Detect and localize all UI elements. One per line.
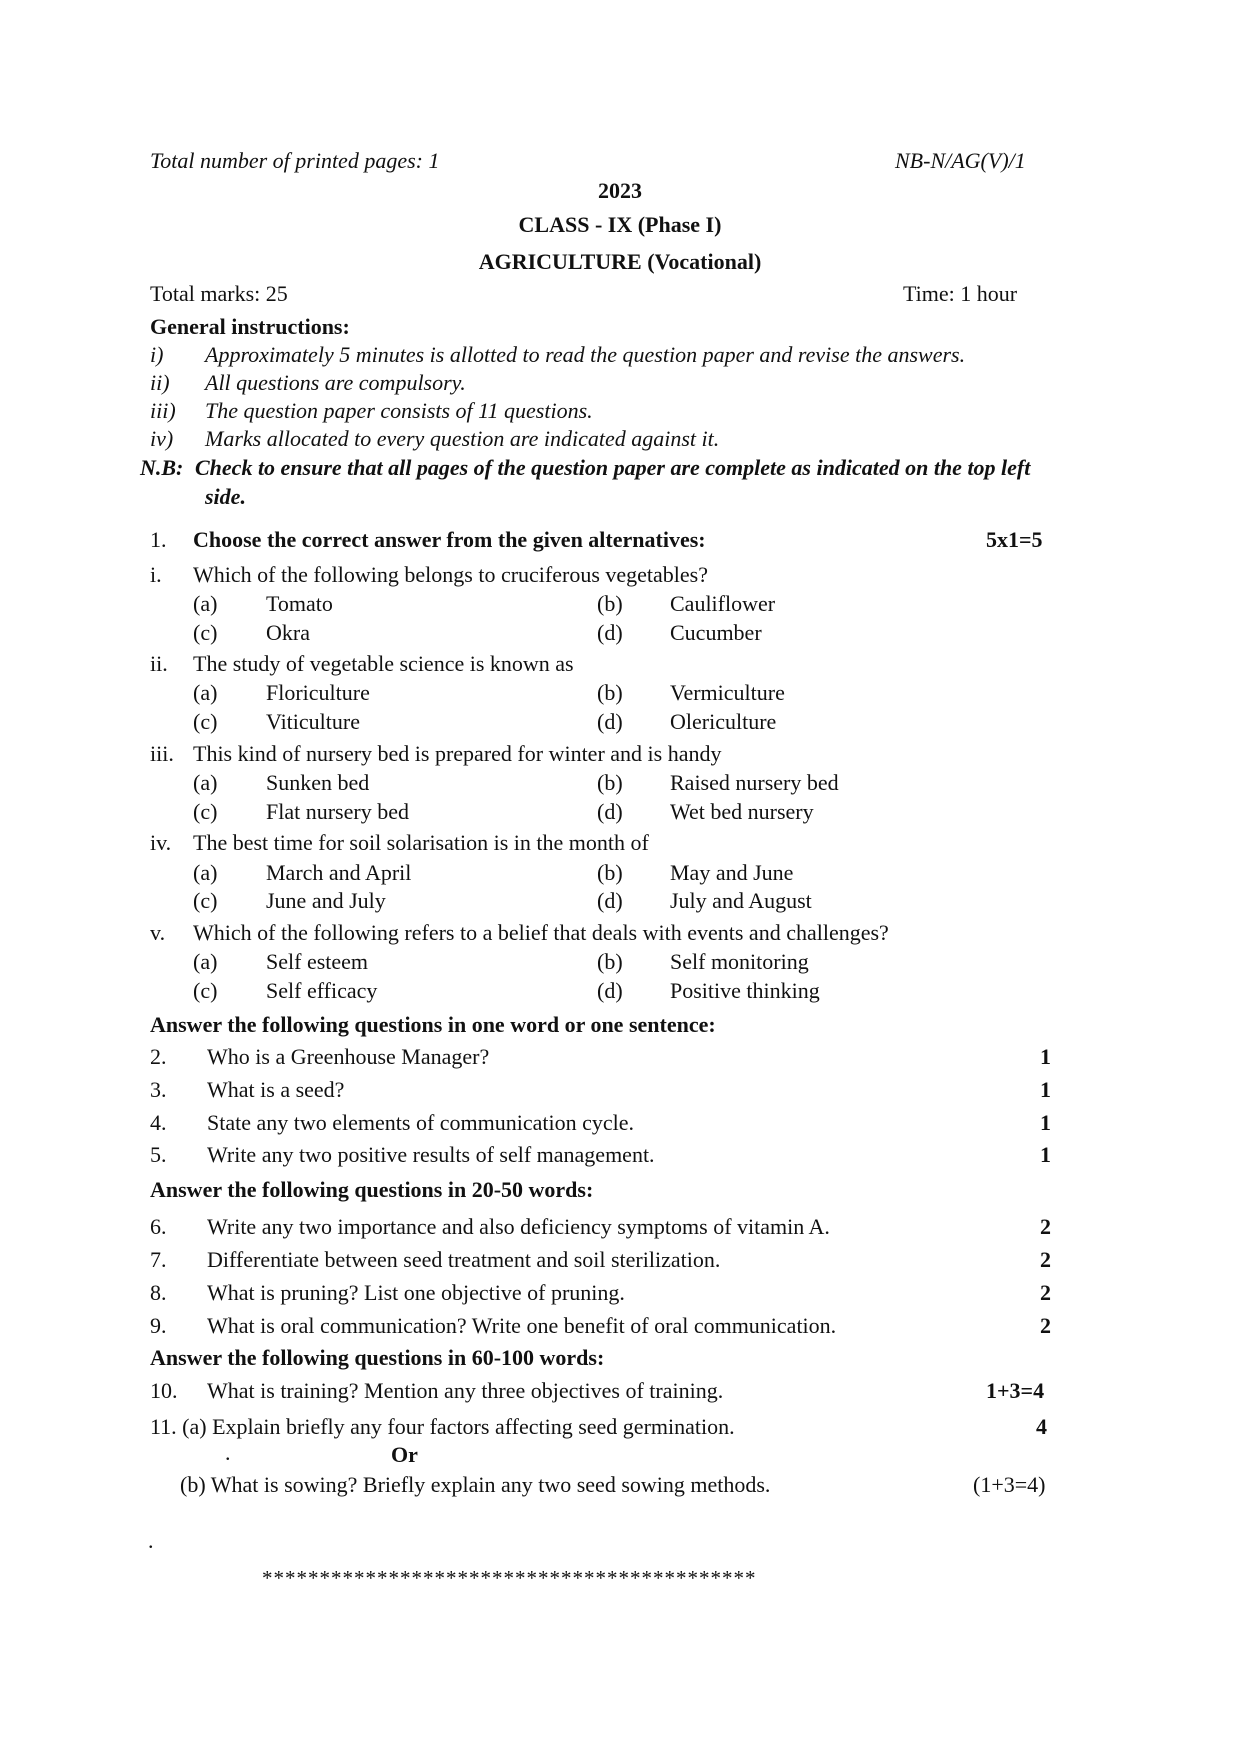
- instruction-number: iv): [150, 426, 174, 451]
- question-number: 10.: [150, 1378, 178, 1403]
- option-text: June and July: [266, 888, 386, 913]
- option-text: Wet bed nursery: [670, 799, 814, 824]
- exam-year: 2023: [598, 178, 642, 203]
- option-text: Self efficacy: [266, 978, 378, 1003]
- question-marks: (1+3=4): [973, 1472, 1046, 1497]
- instruction-number: i): [150, 342, 164, 367]
- option-text: Cauliflower: [670, 591, 776, 616]
- option-text: Cucumber: [670, 620, 762, 645]
- option-letter: (d): [597, 799, 623, 824]
- question-marks: 4: [1036, 1414, 1047, 1439]
- option-text: Raised nursery bed: [670, 770, 839, 795]
- question-text: 11. (a) Explain briefly any four factors affecting seed germination.: [150, 1414, 735, 1439]
- section-a-heading: Choose the correct answer from the given alternatives:: [193, 527, 706, 552]
- paper-code: NB-N/AG(V)/1: [895, 148, 1026, 173]
- option-letter: (b): [597, 949, 623, 974]
- question-number: 5.: [150, 1142, 167, 1167]
- question-number: 8.: [150, 1280, 167, 1305]
- question-text: Write any two positive results of self management.: [207, 1142, 655, 1167]
- sub-question-text: This kind of nursery bed is prepared for winter and is handy: [193, 741, 722, 766]
- section-b-heading: Answer the following questions in one word or one sentence:: [150, 1012, 716, 1037]
- question-number: 7.: [150, 1247, 167, 1272]
- nb-label: N.B:: [140, 455, 184, 480]
- question-text: Differentiate between seed treatment and soil sterilization.: [207, 1247, 721, 1272]
- section-d-heading: Answer the following questions in 60-100 words:: [150, 1345, 605, 1370]
- question-marks: 1: [1040, 1110, 1051, 1135]
- question-number: 3.: [150, 1077, 167, 1102]
- question-text: What is oral communication? Write one benefit of oral communication.: [207, 1313, 837, 1338]
- option-text: March and April: [266, 860, 412, 885]
- sub-question-number: v.: [150, 920, 166, 945]
- option-text: Floriculture: [266, 680, 370, 705]
- question-text: Who is a Greenhouse Manager?: [207, 1044, 490, 1069]
- sub-question-text: The best time for soil solarisation is in the month of: [193, 830, 649, 855]
- option-text: Sunken bed: [266, 770, 370, 795]
- sub-question-text: The study of vegetable science is known as: [193, 651, 574, 676]
- section-c-heading: Answer the following questions in 20-50 words:: [150, 1177, 594, 1202]
- stray-dot: .: [148, 1528, 154, 1553]
- question-text: What is training? Mention any three objectives of training.: [207, 1378, 724, 1403]
- option-letter: (c): [193, 620, 218, 645]
- option-text: Self monitoring: [670, 949, 809, 974]
- option-text: Viticulture: [266, 709, 360, 734]
- question-number: 2.: [150, 1044, 167, 1069]
- question-text: (b) What is sowing? Briefly explain any two seed sowing methods.: [180, 1472, 771, 1497]
- option-letter: (a): [193, 591, 218, 616]
- instruction-text: The question paper consists of 11 questions.: [205, 398, 593, 423]
- option-letter: (b): [597, 860, 623, 885]
- end-of-paper-divider: *******************************************: [262, 1566, 757, 1590]
- nb-text: Check to ensure that all pages of the question paper are complete as indicated on the top left: [195, 455, 1031, 480]
- option-letter: (c): [193, 799, 218, 824]
- section-a-marks: 5x1=5: [986, 527, 1043, 552]
- option-letter: (d): [597, 709, 623, 734]
- option-letter: (a): [193, 949, 218, 974]
- option-text: Okra: [266, 620, 310, 645]
- option-text: July and August: [670, 888, 812, 913]
- question-marks: 2: [1040, 1280, 1051, 1305]
- question-text: State any two elements of communication cycle.: [207, 1110, 635, 1135]
- class-title: CLASS - IX (Phase I): [518, 212, 722, 237]
- stray-dot: .: [225, 1440, 231, 1465]
- instructions-heading: General instructions:: [150, 314, 350, 339]
- instruction-text: Approximately 5 minutes is allotted to read the question paper and revise the answers.: [205, 342, 966, 367]
- option-text: Flat nursery bed: [266, 799, 409, 824]
- or-separator: Or: [391, 1442, 418, 1467]
- option-letter: (a): [193, 860, 218, 885]
- option-letter: (a): [193, 680, 218, 705]
- question-text: What is pruning? List one objective of pruning.: [207, 1280, 625, 1305]
- question-text: What is a seed?: [207, 1077, 345, 1102]
- option-letter: (d): [597, 620, 623, 645]
- option-text: Olericulture: [670, 709, 777, 734]
- option-letter: (c): [193, 978, 218, 1003]
- instruction-number: ii): [150, 370, 170, 395]
- question-number: 1.: [150, 527, 167, 552]
- option-letter: (c): [193, 709, 218, 734]
- question-marks: 1: [1040, 1077, 1051, 1102]
- question-number: 9.: [150, 1313, 167, 1338]
- question-marks: 2: [1040, 1214, 1051, 1239]
- question-marks: 1+3=4: [986, 1378, 1045, 1403]
- option-letter: (b): [597, 770, 623, 795]
- sub-question-number: iii.: [150, 741, 174, 766]
- option-text: Positive thinking: [670, 978, 820, 1003]
- sub-question-number: iv.: [150, 830, 172, 855]
- question-marks: 2: [1040, 1313, 1051, 1338]
- nb-text-continued: side.: [205, 484, 246, 509]
- subject-title: AGRICULTURE (Vocational): [478, 249, 762, 274]
- question-marks: 2: [1040, 1247, 1051, 1272]
- time-allowed: Time: 1 hour: [903, 281, 1018, 306]
- option-letter: (d): [597, 888, 623, 913]
- option-text: May and June: [670, 860, 794, 885]
- sub-question-number: i.: [150, 562, 162, 587]
- question-number: 4.: [150, 1110, 167, 1135]
- question-text: Write any two importance and also deficiency symptoms of vitamin A.: [207, 1214, 830, 1239]
- option-text: Vermiculture: [670, 680, 785, 705]
- total-marks: Total marks: 25: [150, 281, 288, 306]
- instruction-text: All questions are compulsory.: [205, 370, 466, 395]
- instruction-number: iii): [150, 398, 176, 423]
- question-number: 6.: [150, 1214, 167, 1239]
- option-letter: (b): [597, 680, 623, 705]
- question-marks: 1: [1040, 1044, 1051, 1069]
- instruction-text: Marks allocated to every question are indicated against it.: [205, 426, 720, 451]
- option-letter: (d): [597, 978, 623, 1003]
- option-letter: (a): [193, 770, 218, 795]
- sub-question-number: ii.: [150, 651, 168, 676]
- printed-pages-note: Total number of printed pages: 1: [150, 148, 440, 173]
- option-letter: (b): [597, 591, 623, 616]
- option-text: Self esteem: [266, 949, 369, 974]
- sub-question-text: Which of the following refers to a belief that deals with events and challenges?: [193, 920, 889, 945]
- option-letter: (c): [193, 888, 218, 913]
- question-marks: 1: [1040, 1142, 1051, 1167]
- option-text: Tomato: [266, 591, 333, 616]
- sub-question-text: Which of the following belongs to cruciferous vegetables?: [193, 562, 709, 587]
